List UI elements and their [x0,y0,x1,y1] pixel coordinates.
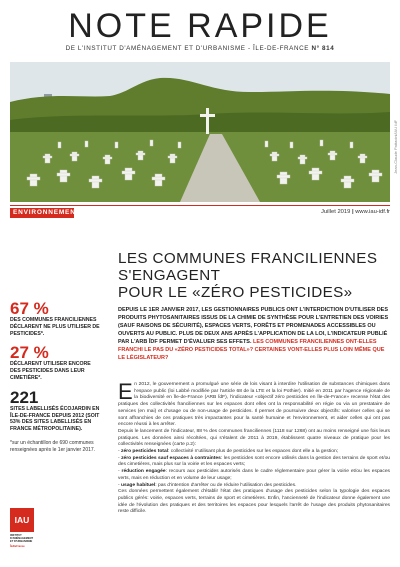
stat-block [10,344,102,381]
issue-date: Juillet 2019 | www.iau-idf.fr [321,209,390,215]
section-tag: ENVIRONNEMENT [10,208,74,218]
bullet-text: : recours aux pesticides autorisés dans le cadre réglementaire pour gérer la voirie et/ou les espaces verts, mais en réduction et en volume de leur usage; [118,469,390,481]
section-bar [10,205,390,219]
stat-number: 27 % [10,343,49,363]
bullet-item: - zéro pesticides sauf espaces à contraintes: les pesticides sont encore utilisés dans la gestion des terrains de sport et/ou des cimetières, mais plus sur la voirie et les espaces verts; [118,455,391,468]
headline-line-2: S'ENGAGENT [118,267,221,284]
stat-block [10,389,102,433]
lead-text: DEPUIS LE 1ER JANVIER 2017, LES GESTIONNAIRES PUBLICS ONT L'INTERDICTION D'UTILISER DES PRODUITS PHYTOSANITAIRES ISSUS DE LA CHIMIE DE SYNTHÈSE POUR L'ENTRETIEN DES VOIRIES (SAUF RAISONS DE SÉCURITÉ), ESPACES VERTS, FORÊTS ET PROMENADES ACCESSIBLES OU OUVERTS AU PUBLIC. PLUS DE DEUX ANS APRÈS L'APPLICATION DE LA LOI, L'INDICATEUR PUBLIÉ PAR L'ARB ÎDF PERMET D'ÉVALUER SES EFFETS. [118,307,389,345]
publication-subtitle [0,45,400,52]
key-figures-sidebar [10,300,102,453]
stat-description: DÉCLARENT UTILISER ENCORE DES PESTICIDES DANS LEUR CIMETIÈRE*. [10,361,91,381]
bullet-term: zéro pesticides sauf espaces à contraintes [121,455,221,461]
logo-region: ÎleDeFrance [10,544,25,548]
sample-footnote: *sur un échantillon de 690 communes renseignées après le 1er janvier 2017. [10,439,96,453]
drop-cap: E [118,379,133,404]
institute-name: DE L'INSTITUT D'AMÉNAGEMENT ET D'URBANISME - ÎLE-DE-FRANCE [65,45,310,52]
stat-number: 221 [10,387,39,407]
headline-line-1: LES COMMUNES FRANCILIENNES [118,250,378,267]
bullet-term: usage habituel [121,482,156,488]
date-text: Juillet 2019 [321,209,351,215]
bullet-item: - usage habituel: pas d'intention d'arrêter ou de réduire l'utilisation des pesticides. [118,482,297,488]
stat-description: SITES LABELLISÉS ÉCOJARDIN EN ÎLE-DE-FRANCE DEPUIS 2012 (SOIT 53% DES SITES LABELLISÉS EN FRANCE MÉTROPOLITAINE). [10,405,100,433]
logo-name-line: D'AMÉNAGEMENT [10,537,34,541]
body-paragraph-3: Ces données permettent également d'établir l'état des pratiques d'usage des pesticides selon la typologie des espaces publics gérés: voirie, espaces verts, terrains de sport et cimetières. Enfin, l'ancienneté de l'indicateur donne également une idée de l'évolution des pratiques et des territoires les espaces pour lesquels l'arrêt de l'usage des produits phytosanitaires reste difficile. [118,489,390,515]
stat-description: DES COMMUNES FRANCILIENNES DÉCLARENT NE PLUS UTILISER DE PESTICIDES*. [10,317,100,337]
bullet-text: : pas d'intention d'arrêter ou de réduire l'utilisation des pesticides. [155,482,297,488]
article-lead [118,306,390,362]
body-paragraph-1 [118,379,390,429]
photo-credit: Jean-Claude Pattacini/IAU îdF [393,120,398,174]
bullet-term: zéro pesticides total [121,449,169,455]
iau-logo [10,508,34,550]
lead-question: LES COMMUNES FRANCILIENNES ONT-ELLES FRANCHI LE PAS DU «ZÉRO PESTICIDES TOTAL»? CERTAINES VONT-ELLES PLUS LOIN MÊME QUE LE LÉGISLATEUR? [118,339,385,361]
body-paragraph-2: Depuis le lancement de l'indicateur, 88 % des communes franciliennes (1118 sur 1268) ont au moins renseigné une fois leurs pratiques. Les données ainsi récoltées, qui s'étalent de 2011 à 2019, établissent quatre niveaux de pratique pour les collectivités renseignées (carte p.2): [118,428,390,448]
bullet-term: réduction engagée [121,469,166,475]
headline-line-3: POUR LE «ZÉRO PESTICIDES» [118,284,353,301]
bullet-text: : collectivité n'utilisant plus de pesticides sur les espaces dont elle a la gestion; [168,449,339,455]
bullet-item: - réduction engagée: recours aux pesticides autorisés dans le cadre réglementaire pour gérer la voirie et/ou les espaces verts, mais en réduction et en volume de leur usage; [118,469,390,481]
bullet-item: - zéro pesticides total: collectivité n'utilisant plus de pesticides sur les espaces dont elle a la gestion; [118,449,339,455]
masthead [0,0,400,60]
website-link[interactable]: www.iau-idf.fr [355,209,390,215]
issue-number: N° 814 [311,45,335,52]
cemetery-photo [10,62,390,202]
article-headline [118,250,388,301]
logo-mark: IAU [10,508,34,532]
cemetery-illustration [10,62,390,202]
article-body [118,379,391,516]
stat-block [10,300,102,337]
logo-name-line: ET D'URBANISME [10,540,33,544]
logo-name [10,534,34,544]
intro-text: n 2012, le gouvernement a promulgué une série de lois visant à interdire l'utilisation de substances chimiques dans l'espace public (loi Labbé modifiée par l'article 68 de la LTE et la loi Pothier). Initié en 2011 par l'agence régionale de la biodiversité en Île-de-France (ARB ÎdF), l'indicateur «objectif zéro pesticides en Île-de-France» recense l'état des pratiques des collectivités franciliennes sur les espaces dont elles ont la responsabilité en régie ou via un prestataire de services (en mai) et d'usage ou de non-usage de pesticides. Il permet de poursuivre deux objectifs: valoriser celles qui se sont affranchies de ces pratiques très impactantes pour la santé humaine et l'environnement, et aider celles qui ont pas encore réussi à les arrêter. [118,382,390,428]
publication-title: NOTE RAPIDE [68,7,332,45]
logo-name-line: INSTITUT [10,534,22,537]
bullet-text: : les pesticides sont encore utilisés dans la gestion des terrains de sport et/ou des cimetières, mais plus sur la voirie et les espaces verts; [118,455,391,468]
stat-number: 67 % [10,299,49,318]
